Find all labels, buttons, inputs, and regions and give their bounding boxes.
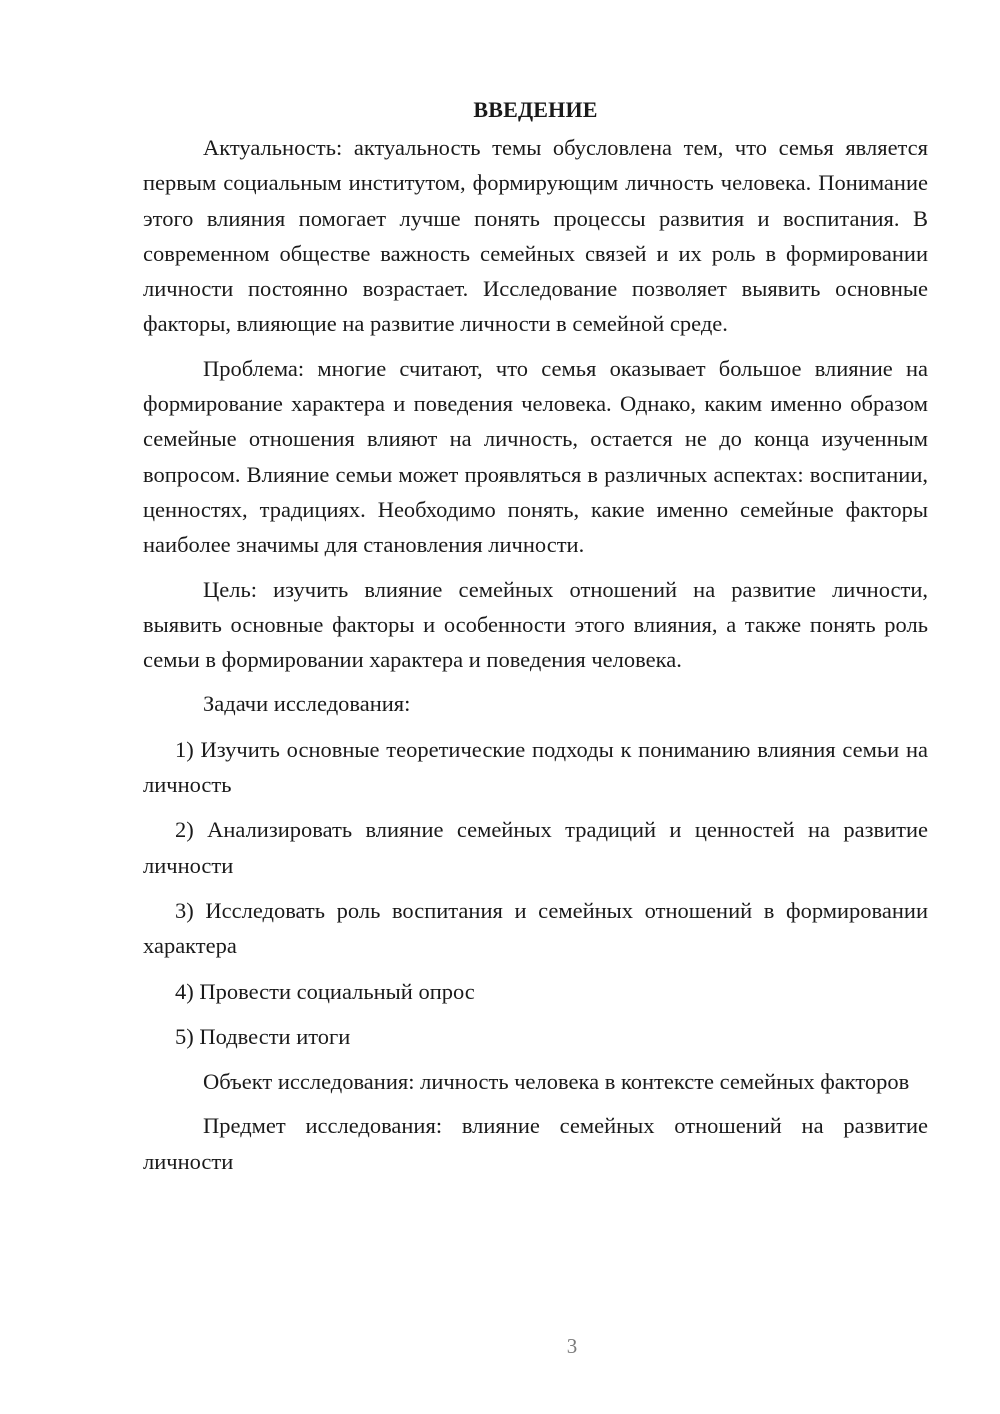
task-item-2: 2) Анализировать влияние семейных традиций и ценностей на развитие личности bbox=[143, 817, 928, 878]
task-item-3: 3) Исследовать роль воспитания и семейных отношений в формировании характера bbox=[143, 897, 928, 959]
goal-paragraph: Цель: изучить влияние семейных отношений на развитие личности, выявить основные факторы и особенности этого влияния, а также понять роль семьи в формировании характера и поведения человека. bbox=[143, 576, 928, 673]
research-object-paragraph: Объект исследования: личность человека в контексте семейных факторов bbox=[203, 1069, 910, 1095]
document-title: ВВЕДЕНИЕ bbox=[473, 97, 598, 122]
problem-paragraph: Проблема: многие считают, что семья оказывает большое влияние на формирование характера и поведения человека. Однако, каким именно образом семейные отношения влияют на личность, остается не до конца изученным вопросом. Влияние семьи может проявляться в различных аспектах: воспитании, ценностях, традициях. Необходимо понять, какие именно семейные факторы наиболее значимы для становления личности. bbox=[143, 355, 928, 558]
task-item-5: 5) Подвести итоги bbox=[175, 1023, 351, 1049]
task-item-1: 1) Изучить основные теоретические подходы к пониманию влияния семьи на личность bbox=[143, 736, 928, 798]
tasks-heading: Задачи исследования: bbox=[203, 691, 411, 717]
page-number: 3 bbox=[566, 1334, 578, 1358]
relevance-paragraph: Актуальность: актуальность темы обусловлена тем, что семья является первым социальным институтом, формирующим личность человека. Понимание этого влияния помогает лучше понять процессы развития и воспитания. В современном обществе важность семейных связей и их роль в формировании личности постоянно возрастает. Исследование позволяет выявить основные факторы, влияющие на развитие личности в семейной среде. bbox=[143, 135, 928, 337]
research-subject-paragraph: Предмет исследования: влияние семейных отношений на развитие личности bbox=[143, 1113, 928, 1174]
page-content bbox=[143, 92, 928, 1188]
task-item-4: 4) Провести социальный опрос bbox=[175, 978, 475, 1004]
